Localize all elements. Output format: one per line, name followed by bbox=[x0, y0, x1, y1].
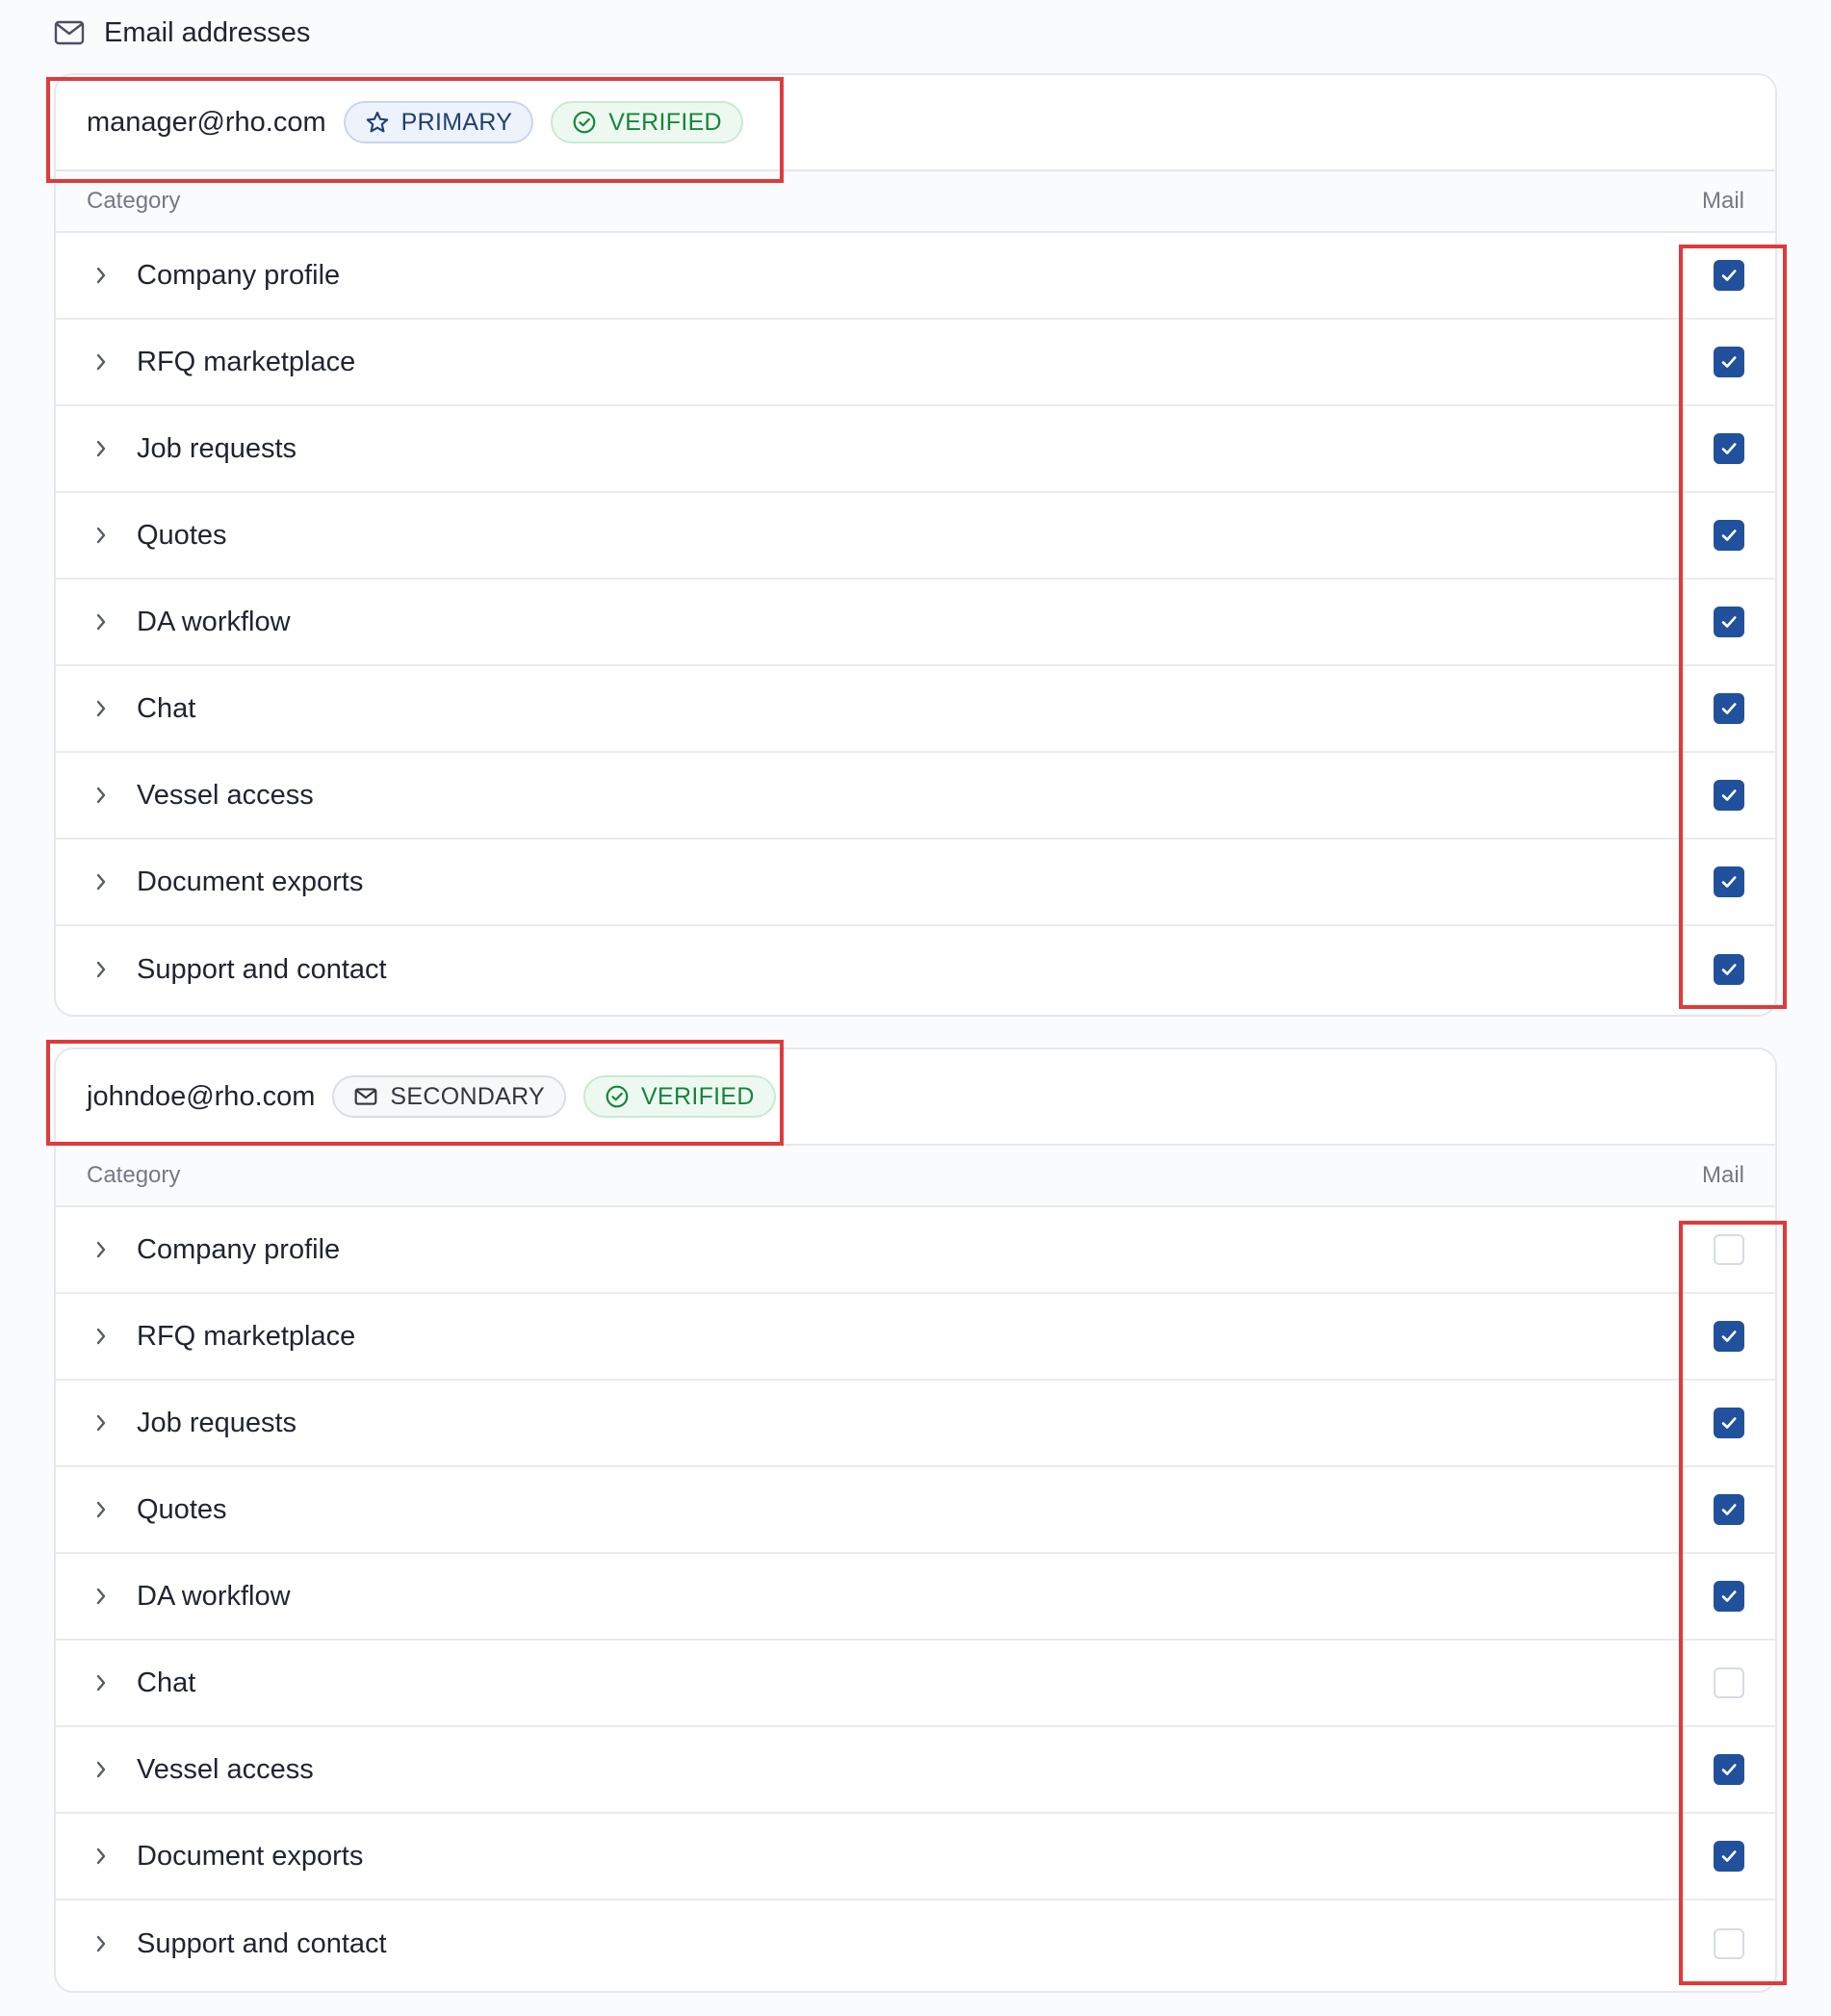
mail-checkbox[interactable] bbox=[1714, 780, 1744, 811]
section-title: Email addresses bbox=[104, 16, 311, 48]
verified-badge bbox=[551, 101, 743, 143]
chevron-right-icon[interactable] bbox=[90, 265, 112, 286]
checkmark-icon bbox=[1718, 265, 1740, 286]
category-row[interactable] bbox=[56, 1294, 1775, 1381]
checkmark-icon bbox=[1718, 1759, 1740, 1780]
section-header bbox=[54, 13, 310, 52]
primary-badge bbox=[344, 101, 534, 143]
category-column-header: Category bbox=[87, 188, 181, 214]
category-label: Vessel access bbox=[137, 779, 314, 811]
category-label: Job requests bbox=[137, 1407, 297, 1438]
category-label: Quotes bbox=[137, 1493, 227, 1525]
primary-badge-label: PRIMARY bbox=[400, 108, 513, 136]
category-row[interactable] bbox=[56, 580, 1775, 666]
mail-checkbox[interactable] bbox=[1714, 260, 1744, 291]
checkmark-icon bbox=[1718, 871, 1740, 892]
checkmark-icon bbox=[1718, 1846, 1740, 1867]
category-label: Support and contact bbox=[137, 1927, 387, 1959]
secondary-badge-label: SECONDARY bbox=[390, 1082, 546, 1110]
category-label: Job requests bbox=[137, 432, 297, 464]
chevron-right-icon[interactable] bbox=[90, 1412, 112, 1434]
chevron-right-icon[interactable] bbox=[90, 1239, 112, 1260]
mail-checkbox[interactable] bbox=[1714, 1754, 1744, 1785]
chevron-right-icon[interactable] bbox=[90, 1846, 112, 1867]
table-header bbox=[56, 171, 1775, 233]
mail-checkbox[interactable] bbox=[1714, 1841, 1744, 1872]
category-row[interactable] bbox=[56, 320, 1775, 406]
category-row[interactable] bbox=[56, 406, 1775, 493]
email-address: johndoe@rho.com bbox=[87, 1080, 316, 1112]
category-list bbox=[56, 233, 1775, 1013]
chevron-right-icon[interactable] bbox=[90, 1759, 112, 1780]
category-label: Chat bbox=[137, 1667, 196, 1698]
category-row[interactable] bbox=[56, 1727, 1775, 1814]
category-label: Document exports bbox=[137, 866, 364, 897]
chevron-right-icon[interactable] bbox=[90, 1499, 112, 1520]
mail-checkbox[interactable] bbox=[1714, 520, 1744, 551]
checkmark-icon bbox=[1718, 438, 1740, 459]
verified-badge-label: VERIFIED bbox=[641, 1082, 755, 1110]
chevron-right-icon[interactable] bbox=[90, 1586, 112, 1607]
mail-checkbox[interactable] bbox=[1714, 1667, 1744, 1698]
verified-badge bbox=[583, 1075, 776, 1118]
category-row[interactable] bbox=[56, 1381, 1775, 1467]
chevron-right-icon[interactable] bbox=[90, 351, 112, 373]
mail-checkbox[interactable] bbox=[1714, 347, 1744, 377]
mail-checkbox[interactable] bbox=[1714, 433, 1744, 464]
chevron-right-icon[interactable] bbox=[90, 698, 112, 719]
check-circle-icon bbox=[605, 1084, 630, 1109]
mail-checkbox[interactable] bbox=[1714, 1581, 1744, 1612]
check-circle-icon bbox=[572, 110, 597, 135]
checkmark-icon bbox=[1718, 351, 1740, 373]
mail-checkbox[interactable] bbox=[1714, 954, 1744, 985]
checkmark-icon bbox=[1718, 1412, 1740, 1434]
mail-checkbox[interactable] bbox=[1714, 1321, 1744, 1352]
category-column-header: Category bbox=[87, 1162, 181, 1188]
category-label: DA workflow bbox=[137, 1580, 291, 1612]
chevron-right-icon[interactable] bbox=[90, 438, 112, 459]
mail-checkbox[interactable] bbox=[1714, 1928, 1744, 1959]
checkmark-icon bbox=[1718, 1499, 1740, 1520]
email-card-primary bbox=[54, 73, 1777, 1017]
category-label: Company profile bbox=[137, 1233, 341, 1265]
chevron-right-icon[interactable] bbox=[90, 871, 112, 892]
checkmark-icon bbox=[1718, 525, 1740, 546]
mail-icon bbox=[353, 1084, 378, 1109]
mail-checkbox[interactable] bbox=[1714, 693, 1744, 724]
category-row[interactable] bbox=[56, 926, 1775, 1013]
mail-checkbox[interactable] bbox=[1714, 1408, 1744, 1438]
category-row[interactable] bbox=[56, 233, 1775, 320]
mail-icon bbox=[54, 20, 85, 45]
mail-checkbox[interactable] bbox=[1714, 866, 1744, 897]
mail-column-header: Mail bbox=[1701, 188, 1744, 214]
category-row[interactable] bbox=[56, 493, 1775, 580]
chevron-right-icon[interactable] bbox=[90, 959, 112, 980]
mail-checkbox[interactable] bbox=[1714, 607, 1744, 637]
chevron-right-icon[interactable] bbox=[90, 1933, 112, 1954]
checkmark-icon bbox=[1718, 959, 1740, 980]
category-label: Quotes bbox=[137, 519, 227, 551]
category-row[interactable] bbox=[56, 1814, 1775, 1900]
category-label: Support and contact bbox=[137, 953, 387, 985]
checkmark-icon bbox=[1718, 785, 1740, 806]
category-label: RFQ marketplace bbox=[137, 1320, 356, 1352]
category-label: Document exports bbox=[137, 1840, 364, 1872]
chevron-right-icon[interactable] bbox=[90, 1326, 112, 1347]
category-label: Chat bbox=[137, 692, 196, 724]
checkmark-icon bbox=[1718, 698, 1740, 719]
category-row[interactable] bbox=[56, 1641, 1775, 1727]
category-row[interactable] bbox=[56, 1207, 1775, 1294]
email-card-secondary bbox=[54, 1047, 1777, 1993]
category-list bbox=[56, 1207, 1775, 1987]
mail-column-header: Mail bbox=[1701, 1162, 1744, 1188]
mail-checkbox[interactable] bbox=[1714, 1234, 1744, 1265]
chevron-right-icon[interactable] bbox=[90, 785, 112, 806]
category-label: Vessel access bbox=[137, 1753, 314, 1785]
email-card-header bbox=[56, 1049, 1775, 1146]
category-row[interactable] bbox=[56, 753, 1775, 840]
category-label: RFQ marketplace bbox=[137, 346, 356, 377]
email-card-header bbox=[56, 75, 1775, 171]
category-label: DA workflow bbox=[137, 606, 291, 637]
email-address: manager@rho.com bbox=[87, 106, 326, 138]
chevron-right-icon[interactable] bbox=[90, 1672, 112, 1693]
checkmark-icon bbox=[1718, 611, 1740, 633]
category-row[interactable] bbox=[56, 1467, 1775, 1554]
category-row[interactable] bbox=[56, 666, 1775, 753]
star-icon bbox=[365, 110, 390, 135]
checkmark-icon bbox=[1718, 1326, 1740, 1347]
chevron-right-icon[interactable] bbox=[90, 525, 112, 546]
category-row[interactable] bbox=[56, 840, 1775, 926]
category-row[interactable] bbox=[56, 1900, 1775, 1987]
secondary-badge bbox=[332, 1075, 566, 1118]
checkmark-icon bbox=[1718, 1586, 1740, 1607]
chevron-right-icon[interactable] bbox=[90, 611, 112, 633]
category-row[interactable] bbox=[56, 1554, 1775, 1641]
category-label: Company profile bbox=[137, 259, 341, 291]
table-header bbox=[56, 1146, 1775, 1207]
mail-checkbox[interactable] bbox=[1714, 1494, 1744, 1525]
verified-badge-label: VERIFIED bbox=[608, 108, 722, 136]
